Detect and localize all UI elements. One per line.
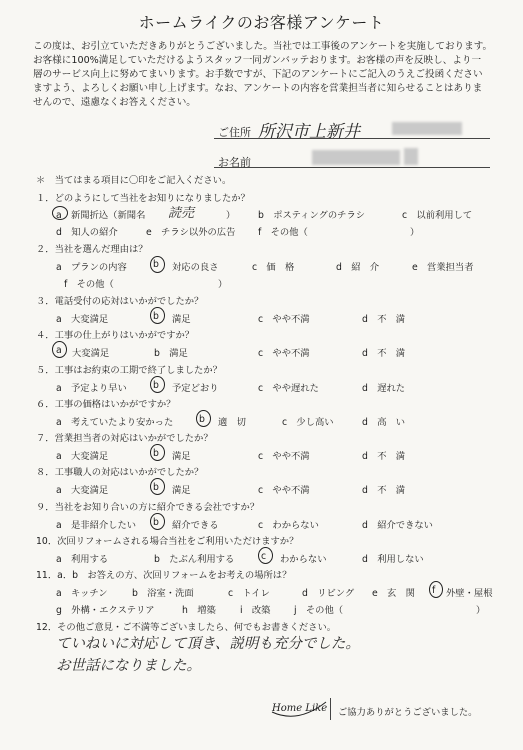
option: d 紹介できない [362, 520, 433, 531]
option: c 少し高い [282, 417, 334, 428]
option: d 紹 介 [336, 262, 380, 273]
option: a 新聞折込（新聞名 [56, 210, 146, 221]
option: ） [410, 227, 420, 238]
option: a 大変満足 [56, 451, 109, 462]
name-underline [214, 167, 490, 168]
option: d 知人の紹介 [56, 227, 118, 238]
option-letter: b [153, 448, 159, 459]
question-7: ７．営業担当者の対応はいかがでしたか？ [36, 433, 213, 444]
redacted-name [312, 150, 400, 165]
option: d 不 満 [362, 314, 406, 325]
option: d 不 満 [362, 348, 406, 359]
option: a 大変満足 [56, 314, 109, 325]
intro-line: お客様に100%満足していただけるようスタッフ一同ガンバッテおります。お客様の声を反映し、より一 [33, 55, 482, 66]
option: c やや不満 [258, 348, 310, 359]
question-8: ８．工事職人の対応はいかがでしたか？ [36, 467, 204, 478]
question-11: 11．a．b お答えの方、次回リフォームをお考えの場所は？ [36, 570, 292, 581]
option: f その他（ [258, 227, 308, 238]
option: ） [218, 279, 228, 290]
option: f その他（ [64, 279, 114, 290]
option: c やや不満 [258, 485, 310, 496]
option: 紹介できる [172, 520, 219, 531]
option: e 玄 関 [372, 588, 415, 599]
option: a 是非紹介したい [56, 520, 137, 531]
option: 対応の良さ [172, 262, 219, 273]
address-handwritten: 所沢市上新井 [258, 122, 360, 142]
option: d 不 満 [362, 451, 406, 462]
redacted-name [404, 148, 418, 165]
option-letter: b [153, 259, 159, 270]
option: a 大変満足 [56, 485, 109, 496]
option: g 外構・エクステリア [56, 605, 155, 616]
option: 満足 [172, 451, 191, 462]
option: d 高 い [362, 417, 406, 428]
option-letter: b [153, 482, 159, 493]
option-letter: b [153, 311, 159, 322]
redacted-address [392, 122, 462, 135]
option: b ポスティングのチラシ [258, 210, 366, 221]
option: d 利用しない [362, 554, 424, 565]
option: c 以前利用して [402, 210, 473, 221]
option: a 予定より早い [56, 383, 127, 394]
option: c やや不満 [258, 451, 310, 462]
option: c 価 格 [252, 262, 295, 273]
option: j その他（ [294, 605, 344, 616]
option-letter: f [432, 585, 436, 596]
option: e チラシ以外の広告 [146, 227, 236, 238]
intro-line: せんので、遠慮なくお答えください。 [33, 97, 196, 108]
comment-handwritten: お世話になりました。 [56, 658, 201, 674]
option: a 考えていたより安かった [56, 417, 174, 428]
option: c やや遅れた [258, 383, 319, 394]
option: 満足 [172, 485, 191, 496]
option: d リビング [302, 588, 355, 599]
intro-line: ますよう、よろしくお願い申し上げます。なお、アンケートの内容を営業担当者に知らせることはありま [33, 83, 483, 94]
option: b 満足 [154, 348, 188, 359]
option: ） [476, 605, 486, 616]
option: d 遅れた [362, 383, 406, 394]
question-3: ３．電話受付の応対はいかがでしたか？ [36, 296, 204, 307]
option: 外壁・屋根 [446, 588, 493, 599]
address-underline [214, 138, 490, 139]
option: b 浴室・洗面 [132, 588, 194, 599]
intro-line: 層のサービス向上に努めてまいります。お手数ですが、下記のアンケートにご記入のうえご投函ください [33, 69, 483, 80]
option: a プランの内容 [56, 262, 127, 273]
newspaper-handwritten: 読売 [168, 206, 195, 221]
option: a 利用する [56, 554, 109, 565]
option-letter: b [153, 380, 159, 391]
option: e 営業担当者 [412, 262, 474, 273]
question-6: ６．工事の価格はいかがですか？ [36, 399, 176, 410]
address-label: ご住所 [218, 126, 251, 139]
option: わからない [280, 554, 327, 565]
question-9: ９．当社をお知り合いの方に紹介できる会社ですか？ [36, 502, 260, 513]
option: d 不 満 [362, 485, 406, 496]
question-12: 12．その他ご意見・ご不満等ございましたら、何でもお書きください。 [36, 622, 337, 633]
survey-title: ホームライクのお客様アンケート [138, 13, 385, 32]
thanks-text: ご協力ありがとうございました。 [338, 707, 478, 718]
option: c トイレ [228, 588, 270, 599]
question-5: ５．工事はお約束の工期で終了しましたか？ [36, 365, 222, 376]
option: i 改築 [240, 605, 271, 616]
question-4: ４．工事の仕上がりはいかがですか？ [36, 330, 195, 341]
option: 大変満足 [72, 348, 110, 359]
option: c やや不満 [258, 314, 310, 325]
option: c わからない [258, 520, 319, 531]
question-1: １．どのようにして当社をお知りになりましたか？ [36, 193, 250, 204]
name-label: お名前 [218, 156, 251, 169]
option: 満足 [172, 314, 191, 325]
option: h 増築 [182, 605, 216, 616]
question-2: ２．当社を選んだ理由は？ [36, 244, 148, 255]
option: b たぶん利用する [154, 554, 235, 565]
question-10: 10．次回リフォームされる場合当社をご利用いただけますか？ [36, 536, 299, 547]
comment-handwritten: ていねいに対応して頂き、説明も充分でした。 [56, 636, 360, 652]
option: 適 切 [218, 417, 246, 428]
option: a キッチン [56, 588, 108, 599]
option-letter: b [153, 517, 159, 528]
home-like-logo [272, 698, 330, 720]
footer-divider [330, 698, 331, 720]
intro-line: この度は、お引立ていただきありがとうございました。当社では工事後のアンケートを実施しております。 [33, 41, 493, 52]
option-letter: a [56, 345, 62, 356]
option: 予定どおり [172, 383, 219, 394]
option: ） [226, 210, 236, 221]
option-letter: b [199, 414, 205, 425]
logo-text: Home Like [272, 703, 328, 714]
option-letter: c [261, 551, 267, 562]
instruction: ＊ 当てはまる項目に〇印をご記入ください。 [36, 175, 232, 186]
